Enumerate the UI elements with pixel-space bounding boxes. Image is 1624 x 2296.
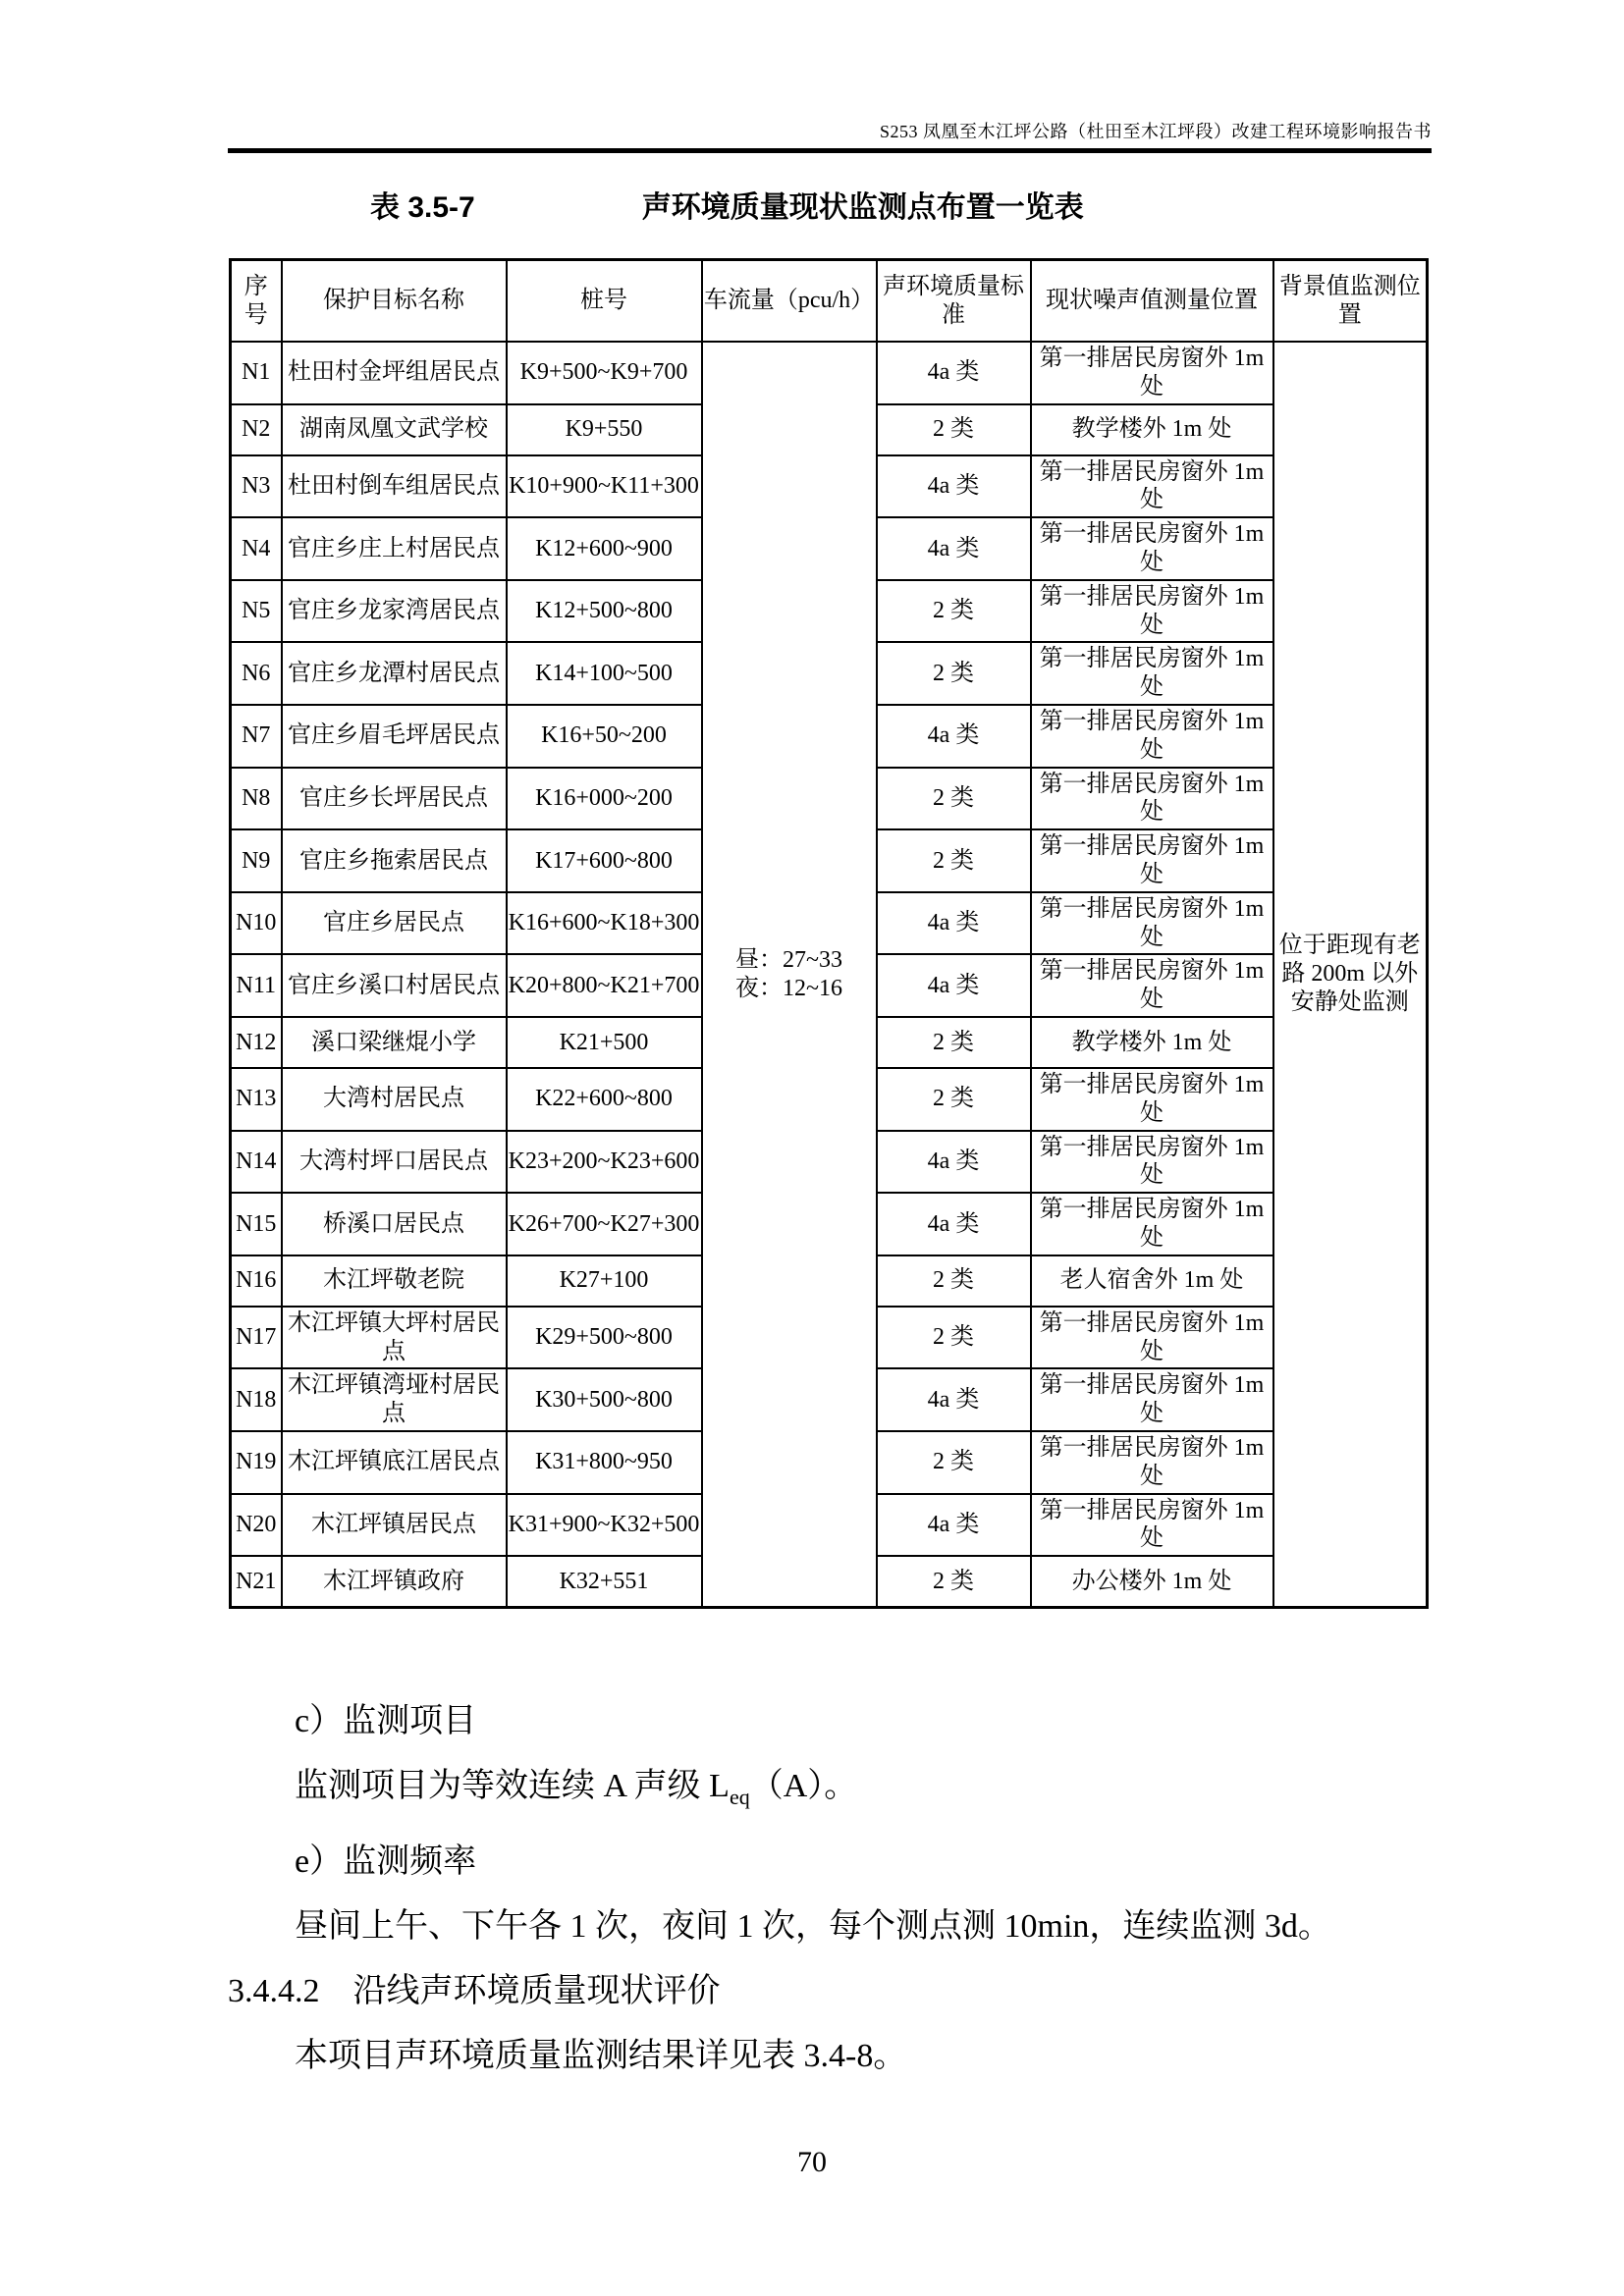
cell-standard: 4a 类 [877, 1131, 1031, 1194]
cell-target-name: 官庄乡拖索居民点 [282, 829, 507, 892]
cell-standard: 2 类 [877, 580, 1031, 643]
cell-stake: K23+200~K23+600 [507, 1131, 702, 1194]
cell-background-note: 位于距现有老路 200m 以外安静处监测 [1273, 342, 1428, 1608]
cell-position: 第一排居民房窗外 1m 处 [1031, 642, 1273, 705]
cell-seq: N12 [231, 1017, 282, 1068]
cell-target-name: 官庄乡长坪居民点 [282, 768, 507, 830]
cell-position: 教学楼外 1m 处 [1031, 1017, 1273, 1068]
item-c-heading: c）监测项目 [295, 1703, 477, 1739]
cell-position: 第一排居民房窗外 1m 处 [1031, 580, 1273, 643]
cell-position: 第一排居民房窗外 1m 处 [1031, 829, 1273, 892]
cell-target-name: 官庄乡庄上村居民点 [282, 517, 507, 580]
para-monitoring-frequency: 昼间上午、下午各 1 次，夜间 1 次，每个测点测 10min，连续监测 3d。 [295, 1907, 1331, 1945]
cell-standard: 2 类 [877, 1307, 1031, 1369]
cell-position: 第一排居民房窗外 1m 处 [1031, 1068, 1273, 1131]
traffic-volume-values [735, 946, 842, 1003]
cell-stake: K22+600~800 [507, 1068, 702, 1131]
col-header-background: 背景值监测位置 [1273, 260, 1428, 343]
cell-seq: N4 [231, 517, 282, 580]
col-header-traffic [702, 260, 877, 343]
cell-stake: K12+600~900 [507, 517, 702, 580]
cell-seq: N1 [231, 342, 282, 404]
cell-seq: N10 [231, 892, 282, 955]
para-monitoring-item [228, 1767, 1435, 1817]
cell-seq: N19 [231, 1431, 282, 1494]
cell-position: 第一排居民房窗外 1m 处 [1031, 1131, 1273, 1194]
document-header: S253 凤凰至木江坪公路（杜田至木江坪段）改建工程环境影响报告书 [879, 122, 1432, 141]
cell-standard: 2 类 [877, 1556, 1031, 1608]
cell-position: 第一排居民房窗外 1m 处 [1031, 342, 1273, 404]
table-caption-label: 表 3.5-7 [370, 191, 475, 224]
cell-seq: N14 [231, 1131, 282, 1194]
cell-target-name: 官庄乡眉毛坪居民点 [282, 705, 507, 768]
col-header-standard: 声环境质量标准 [877, 260, 1031, 343]
col-header-target-name: 保护目标名称 [282, 260, 507, 343]
cell-target-name: 官庄乡溪口村居民点 [282, 954, 507, 1017]
cell-seq: N11 [231, 954, 282, 1017]
cell-target-name: 杜田村金坪组居民点 [282, 342, 507, 404]
cell-target-name: 桥溪口居民点 [282, 1193, 507, 1255]
cell-standard: 2 类 [877, 768, 1031, 830]
cell-stake: K10+900~K11+300 [507, 455, 702, 518]
cell-target-name: 木江坪镇湾垭村居民点 [282, 1368, 507, 1431]
cell-seq: N9 [231, 829, 282, 892]
cell-standard: 4a 类 [877, 705, 1031, 768]
col-header-traffic-label: 车流量（pcu/h） [703, 288, 875, 314]
cell-seq: N5 [231, 580, 282, 643]
cell-standard: 2 类 [877, 1255, 1031, 1307]
cell-stake: K16+50~200 [507, 705, 702, 768]
header-rule [228, 148, 1432, 153]
cell-seq: N2 [231, 404, 282, 455]
cell-position: 第一排居民房窗外 1m 处 [1031, 1193, 1273, 1255]
col-header-seq: 序号 [231, 260, 282, 343]
cell-position: 第一排居民房窗外 1m 处 [1031, 768, 1273, 830]
cell-seq: N3 [231, 455, 282, 518]
cell-seq: N7 [231, 705, 282, 768]
monitoring-table-body [231, 342, 1428, 1608]
cell-target-name: 大湾村居民点 [282, 1068, 507, 1131]
cell-standard: 4a 类 [877, 1494, 1031, 1557]
cell-stake: K26+700~K27+300 [507, 1193, 702, 1255]
para-c-subscript: eq [729, 1784, 750, 1809]
cell-target-name: 官庄乡龙家湾居民点 [282, 580, 507, 643]
cell-position: 第一排居民房窗外 1m 处 [1031, 705, 1273, 768]
cell-target-name: 湖南凤凰文武学校 [282, 404, 507, 455]
cell-standard: 4a 类 [877, 892, 1031, 955]
cell-seq: N15 [231, 1193, 282, 1255]
cell-target-name: 官庄乡居民点 [282, 892, 507, 955]
cell-stake: K21+500 [507, 1017, 702, 1068]
cell-position: 第一排居民房窗外 1m 处 [1031, 1494, 1273, 1557]
cell-stake: K20+800~K21+700 [507, 954, 702, 1017]
cell-position: 第一排居民房窗外 1m 处 [1031, 1368, 1273, 1431]
cell-seq: N16 [231, 1255, 282, 1307]
cell-stake: K9+550 [507, 404, 702, 455]
cell-stake: K30+500~800 [507, 1368, 702, 1431]
cell-standard: 4a 类 [877, 954, 1031, 1017]
monitoring-points-table [229, 258, 1429, 1609]
cell-target-name: 木江坪敬老院 [282, 1255, 507, 1307]
cell-standard: 2 类 [877, 642, 1031, 705]
cell-stake: K12+500~800 [507, 580, 702, 643]
cell-traffic-volume [702, 342, 877, 1608]
table-header-row [231, 260, 1428, 343]
cell-target-name: 大湾村坪口居民点 [282, 1131, 507, 1194]
cell-position: 第一排居民房窗外 1m 处 [1031, 892, 1273, 955]
traffic-day-value: 昼：27~33 [735, 946, 842, 973]
cell-stake: K27+100 [507, 1255, 702, 1307]
cell-stake: K17+600~800 [507, 829, 702, 892]
cell-standard: 4a 类 [877, 342, 1031, 404]
cell-standard: 4a 类 [877, 517, 1031, 580]
cell-position: 老人宿舍外 1m 处 [1031, 1255, 1273, 1307]
cell-position: 第一排居民房窗外 1m 处 [1031, 1431, 1273, 1494]
cell-seq: N13 [231, 1068, 282, 1131]
cell-standard: 2 类 [877, 404, 1031, 455]
page-number: 70 [797, 2146, 827, 2178]
cell-standard: 2 类 [877, 1017, 1031, 1068]
cell-standard: 4a 类 [877, 455, 1031, 518]
cell-target-name: 溪口梁继焜小学 [282, 1017, 507, 1068]
cell-seq: N18 [231, 1368, 282, 1431]
section-heading: 3.4.4.2 沿线声环境质量现状评价 [228, 1972, 721, 2009]
body-text [228, 1702, 1435, 2102]
cell-target-name: 木江坪镇政府 [282, 1556, 507, 1608]
cell-stake: K14+100~500 [507, 642, 702, 705]
cell-target-name: 木江坪镇居民点 [282, 1494, 507, 1557]
cell-stake: K9+500~K9+700 [507, 342, 702, 404]
cell-stake: K32+551 [507, 1556, 702, 1608]
cell-position: 办公楼外 1m 处 [1031, 1556, 1273, 1608]
cell-position: 教学楼外 1m 处 [1031, 404, 1273, 455]
para-result-reference: 本项目声环境质量监测结果详见表 3.4-8。 [295, 2037, 907, 2074]
cell-position: 第一排居民房窗外 1m 处 [1031, 1307, 1273, 1369]
item-e-heading: e）监测频率 [295, 1842, 477, 1880]
para-c-prefix: 监测项目为等效连续 A 声级 L [295, 1768, 730, 1804]
cell-seq: N17 [231, 1307, 282, 1369]
cell-seq: N20 [231, 1494, 282, 1557]
col-header-stake: 桩号 [507, 260, 702, 343]
cell-stake: K16+600~K18+300 [507, 892, 702, 955]
cell-seq: N6 [231, 642, 282, 705]
cell-stake: K31+900~K32+500 [507, 1494, 702, 1557]
cell-position: 第一排居民房窗外 1m 处 [1031, 954, 1273, 1017]
cell-stake: K31+800~950 [507, 1431, 702, 1494]
cell-stake: K29+500~800 [507, 1307, 702, 1369]
table-caption [370, 183, 1084, 226]
cell-standard: 4a 类 [877, 1193, 1031, 1255]
cell-standard: 2 类 [877, 1068, 1031, 1131]
cell-stake: K16+000~200 [507, 768, 702, 830]
traffic-night-value: 夜：12~16 [735, 975, 842, 1001]
cell-position: 第一排居民房窗外 1m 处 [1031, 455, 1273, 518]
table-caption-title: 声环境质量现状监测点布置一览表 [641, 191, 1084, 224]
cell-target-name: 杜田村倒车组居民点 [282, 455, 507, 518]
cell-target-name: 木江坪镇底江居民点 [282, 1431, 507, 1494]
col-header-position: 现状噪声值测量位置 [1031, 260, 1273, 343]
cell-target-name: 木江坪镇大坪村居民点 [282, 1307, 507, 1369]
para-c-suffix: （A）。 [749, 1768, 858, 1804]
cell-standard: 4a 类 [877, 1368, 1031, 1431]
cell-standard: 2 类 [877, 829, 1031, 892]
cell-position: 第一排居民房窗外 1m 处 [1031, 517, 1273, 580]
cell-target-name: 官庄乡龙潭村居民点 [282, 642, 507, 705]
cell-seq: N8 [231, 768, 282, 830]
cell-standard: 2 类 [877, 1431, 1031, 1494]
table-row [231, 342, 1428, 404]
cell-seq: N21 [231, 1556, 282, 1608]
